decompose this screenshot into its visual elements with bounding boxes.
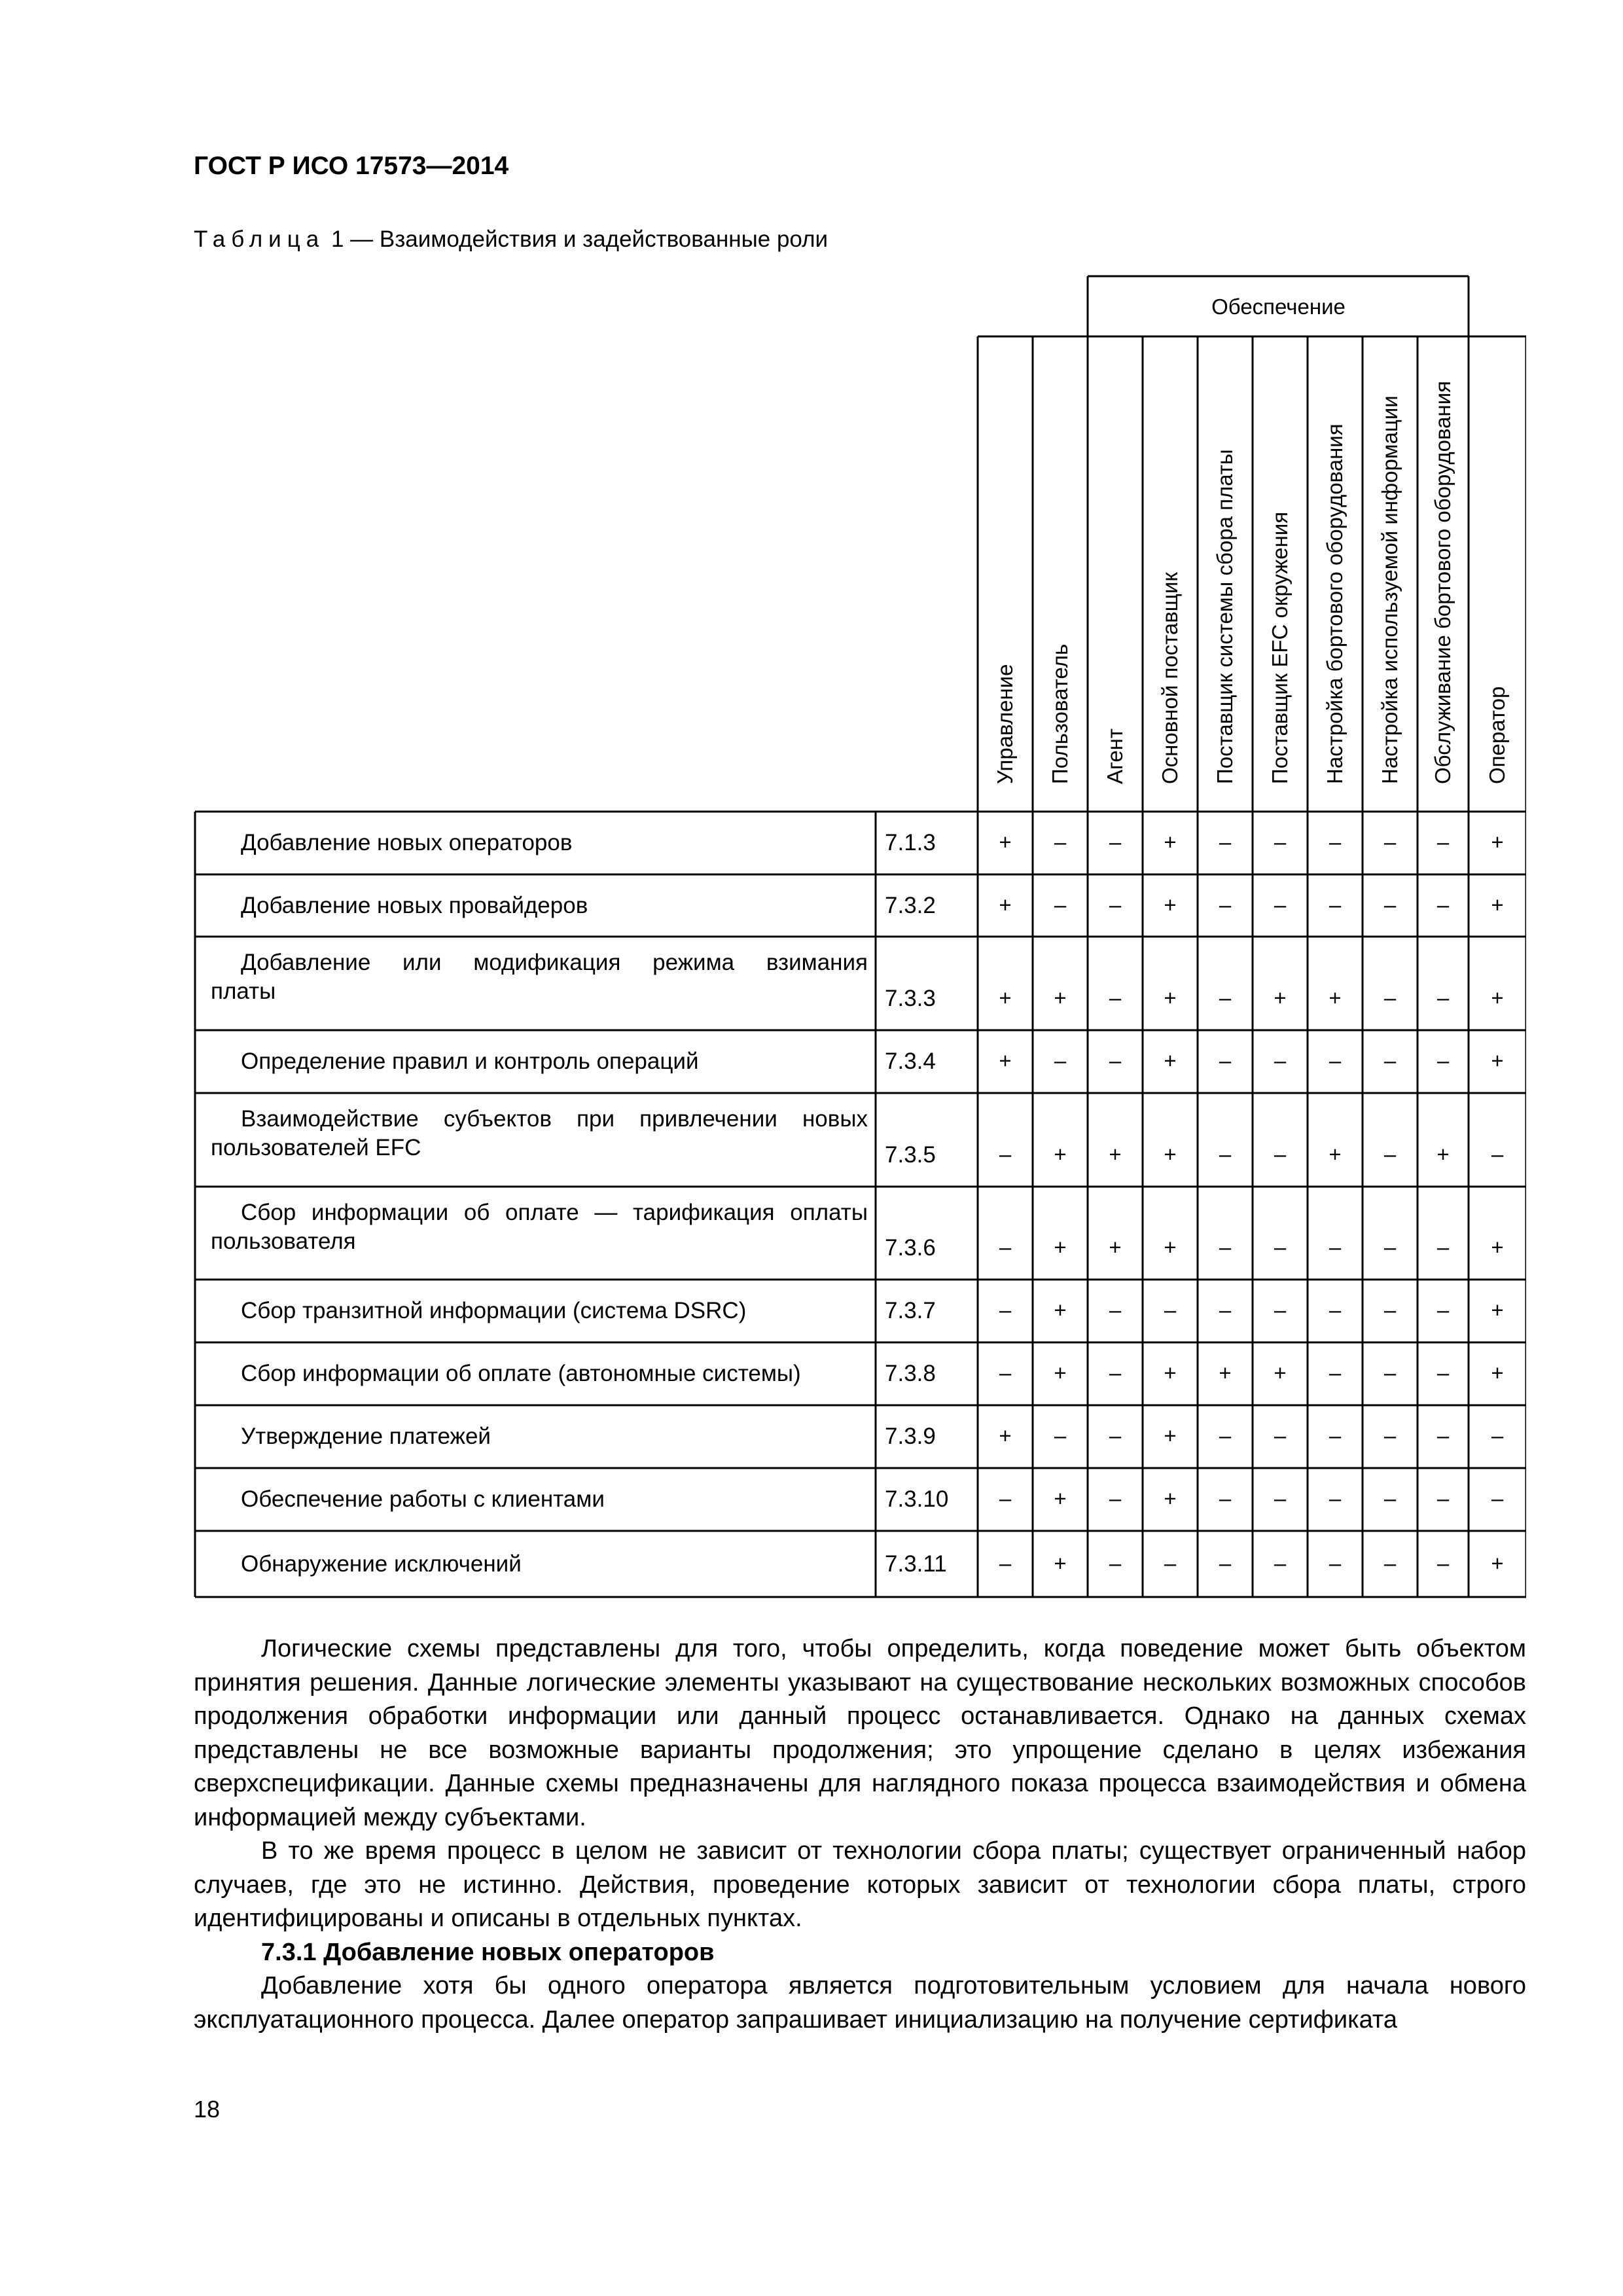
mark-dash: – (1383, 1486, 1397, 1511)
mark-dash: – (1054, 1049, 1067, 1073)
mark-dash: – (1219, 1049, 1232, 1073)
mark-dash: – (1219, 830, 1232, 854)
column-header: Пользователь (1048, 643, 1072, 784)
mark-dash: – (1109, 1361, 1122, 1385)
mark-plus: + (1054, 1142, 1067, 1166)
mark-dash: – (1329, 1235, 1342, 1259)
mark-plus: + (999, 1049, 1012, 1073)
mark-plus: + (1329, 986, 1342, 1010)
mark-dash: – (1436, 1486, 1450, 1511)
mark-dash: – (1109, 1486, 1122, 1511)
mark-dash: – (1329, 1361, 1342, 1385)
column-header: Настройка бортового оборудования (1323, 423, 1347, 784)
column-header: Оператор (1485, 686, 1509, 784)
mark-plus: + (1164, 1049, 1177, 1073)
mark-plus: + (1164, 892, 1177, 917)
row-reference: 7.3.10 (885, 1486, 949, 1512)
row-reference: 7.3.7 (885, 1298, 936, 1323)
row-reference: 7.3.5 (885, 1142, 936, 1168)
mark-dash: – (1436, 830, 1450, 854)
mark-dash: – (1274, 1424, 1287, 1448)
column-header: Поставщик системы сбора платы (1213, 449, 1237, 784)
mark-dash: – (1219, 892, 1232, 917)
mark-dash: – (1109, 1551, 1122, 1575)
row-name: Обеспечение работы с клиентами (241, 1486, 605, 1512)
mark-dash: – (1436, 1551, 1450, 1575)
mark-plus: + (1054, 1361, 1067, 1385)
row-reference: 7.3.4 (885, 1049, 936, 1074)
mark-dash: – (1383, 1424, 1397, 1448)
mark-dash: – (1383, 830, 1397, 854)
mark-dash: – (1436, 892, 1450, 917)
mark-dash: – (999, 1486, 1012, 1511)
mark-dash: – (1436, 986, 1450, 1010)
mark-plus: + (1491, 1551, 1504, 1575)
row-reference: 7.1.3 (885, 830, 936, 855)
mark-dash: – (1436, 1235, 1450, 1259)
mark-dash: – (1329, 1049, 1342, 1073)
mark-dash: – (1219, 1235, 1232, 1259)
mark-dash: – (1109, 986, 1122, 1010)
mark-dash: – (1329, 1551, 1342, 1575)
mark-plus: + (1491, 892, 1504, 917)
row-name: Взаимодействие субъектов при привлечении новых пользователей EFC (211, 1106, 868, 1160)
mark-dash: – (1054, 830, 1067, 854)
mark-plus: + (1491, 1361, 1504, 1385)
mark-dash: – (1329, 1298, 1342, 1322)
mark-plus: + (1164, 1486, 1177, 1511)
mark-plus: + (1164, 1235, 1177, 1259)
column-header: Агент (1103, 728, 1127, 784)
paragraph: Добавление хотя бы одного оператора является подготовительным условием для начала нового эксплуатационного процесса. Далее оператор запрашивает инициализацию на получение сертификата (194, 1972, 1526, 2034)
mark-plus: + (1491, 1235, 1504, 1259)
mark-dash: – (1164, 1551, 1177, 1575)
mark-plus: + (1164, 1424, 1177, 1448)
mark-dash: – (1109, 830, 1122, 854)
mark-dash: – (1109, 1049, 1122, 1073)
mark-plus: + (1054, 1235, 1067, 1259)
row-name: Добавление или модификация режима взимания платы (211, 950, 868, 1004)
mark-plus: + (1054, 1298, 1067, 1322)
mark-dash: – (1329, 1486, 1342, 1511)
mark-dash: – (1274, 1049, 1287, 1073)
row-reference: 7.3.8 (885, 1361, 936, 1386)
mark-dash: – (1329, 892, 1342, 917)
mark-dash: – (1383, 1551, 1397, 1575)
row-reference: 7.3.9 (885, 1424, 936, 1449)
mark-dash: – (1164, 1298, 1177, 1322)
row-reference: 7.3.3 (885, 986, 936, 1011)
table-caption-label: Таблица (194, 226, 325, 252)
mark-dash: – (1383, 892, 1397, 917)
mark-plus: + (1491, 986, 1504, 1010)
document-code: ГОСТ Р ИСО 17573—2014 (194, 152, 509, 180)
mark-plus: + (999, 892, 1012, 917)
mark-dash: – (1436, 1298, 1450, 1322)
mark-dash: – (1219, 1142, 1232, 1166)
mark-dash: – (1329, 830, 1342, 854)
mark-dash: – (1274, 830, 1287, 854)
column-header: Настройка используемой информации (1378, 395, 1402, 784)
column-header: Основной поставщик (1158, 572, 1182, 784)
mark-dash: – (1383, 1142, 1397, 1166)
mark-dash: – (999, 1142, 1012, 1166)
roles-table (194, 274, 1526, 1598)
mark-dash: – (1383, 986, 1397, 1010)
body-text (194, 1632, 1526, 2037)
row-name: Утверждение платежей (241, 1424, 491, 1449)
mark-dash: – (1054, 1424, 1067, 1448)
mark-dash: – (1054, 892, 1067, 917)
mark-plus: + (1164, 830, 1177, 854)
mark-dash: – (999, 1551, 1012, 1575)
mark-plus: + (1329, 1142, 1342, 1166)
row-name: Сбор информации об оплате (автономные системы) (241, 1361, 801, 1386)
mark-dash: – (1219, 1298, 1232, 1322)
mark-dash: – (1436, 1424, 1450, 1448)
mark-plus: + (1109, 1235, 1122, 1259)
mark-dash: – (1274, 1551, 1287, 1575)
mark-dash: – (1219, 986, 1232, 1010)
mark-plus: + (999, 1424, 1012, 1448)
paragraph: В то же время процесс в целом не зависит от технологии сбора платы; существует ограниченный набор случаев, где это не истинно. Действия, проведение которых зависит от технологии сбора платы, строго идентифицированы и описаны в отдельных пунктах. (194, 1837, 1526, 1932)
mark-dash: – (1274, 1142, 1287, 1166)
row-name: Добавление новых провайдеров (241, 892, 588, 918)
column-header: Поставщик EFC окружения (1268, 511, 1292, 784)
row-reference: 7.3.11 (885, 1551, 947, 1577)
mark-dash: – (999, 1361, 1012, 1385)
mark-dash: – (1274, 1486, 1287, 1511)
paragraph: Логические схемы представлены для того, чтобы определить, когда поведение может быть объектом принятия решения. Данные логические элементы указывают на существование нескольких возможных способов продолжения обработки информации или данный процесс останавливается. Однако на данных схемах представлены не все возможные варианты продолжения; это упрощение сделано в целях избежания сверхспецификации. Данные схемы предназначены для наглядного показа процесса взаимодействия и обмена информацией между субъектами. (194, 1635, 1526, 1831)
mark-dash: – (1491, 1486, 1504, 1511)
row-reference: 7.3.6 (885, 1235, 936, 1261)
mark-plus: + (1491, 1049, 1504, 1073)
mark-dash: – (1109, 892, 1122, 917)
mark-plus: + (1164, 1142, 1177, 1166)
mark-dash: – (1219, 1551, 1232, 1575)
column-header: Обслуживание бортового оборудования (1431, 381, 1455, 784)
mark-plus: + (1491, 830, 1504, 854)
mark-plus: + (1491, 1298, 1504, 1322)
mark-dash: – (1329, 1424, 1342, 1448)
mark-plus: + (1274, 986, 1287, 1010)
page-number: 18 (194, 2096, 221, 2123)
mark-dash: – (1383, 1235, 1397, 1259)
mark-dash: – (999, 1298, 1012, 1322)
group-header-provision: Обеспечение (1211, 295, 1346, 319)
row-reference: 7.3.2 (885, 892, 936, 918)
mark-dash: – (1109, 1298, 1122, 1322)
table-caption-number: 1 (330, 226, 344, 252)
row-name: Определение правил и контроль операций (241, 1049, 699, 1074)
mark-plus: + (1436, 1142, 1450, 1166)
row-name: Обнаружение исключений (241, 1551, 522, 1577)
mark-plus: + (1054, 1551, 1067, 1575)
mark-dash: – (1491, 1142, 1504, 1166)
mark-dash: – (1383, 1298, 1397, 1322)
mark-dash: – (1383, 1361, 1397, 1385)
mark-dash: – (1436, 1049, 1450, 1073)
mark-dash: – (1491, 1424, 1504, 1448)
mark-plus: + (1164, 1361, 1177, 1385)
section-heading: 7.3.1 Добавление новых операторов (261, 1938, 715, 1966)
mark-plus: + (1054, 1486, 1067, 1511)
mark-dash: – (1109, 1424, 1122, 1448)
mark-plus: + (1219, 1361, 1232, 1385)
table-caption-title: — Взаимодействия и задействованные роли (350, 226, 829, 252)
table-caption (194, 226, 828, 253)
column-header: Управление (993, 664, 1017, 784)
row-name: Сбор информации об оплате — тарификация оплаты пользователя (211, 1200, 868, 1254)
mark-dash: – (999, 1235, 1012, 1259)
mark-plus: + (999, 830, 1012, 854)
mark-dash: – (1274, 1235, 1287, 1259)
mark-dash: – (1219, 1486, 1232, 1511)
mark-dash: – (1436, 1361, 1450, 1385)
row-name: Сбор транзитной информации (система DSRC) (241, 1298, 747, 1323)
row-name: Добавление новых операторов (241, 830, 573, 855)
mark-plus: + (999, 986, 1012, 1010)
mark-plus: + (1054, 986, 1067, 1010)
mark-dash: – (1219, 1424, 1232, 1448)
mark-dash: – (1274, 1298, 1287, 1322)
mark-dash: – (1274, 892, 1287, 917)
mark-dash: – (1383, 1049, 1397, 1073)
mark-plus: + (1109, 1142, 1122, 1166)
mark-plus: + (1274, 1361, 1287, 1385)
mark-plus: + (1164, 986, 1177, 1010)
